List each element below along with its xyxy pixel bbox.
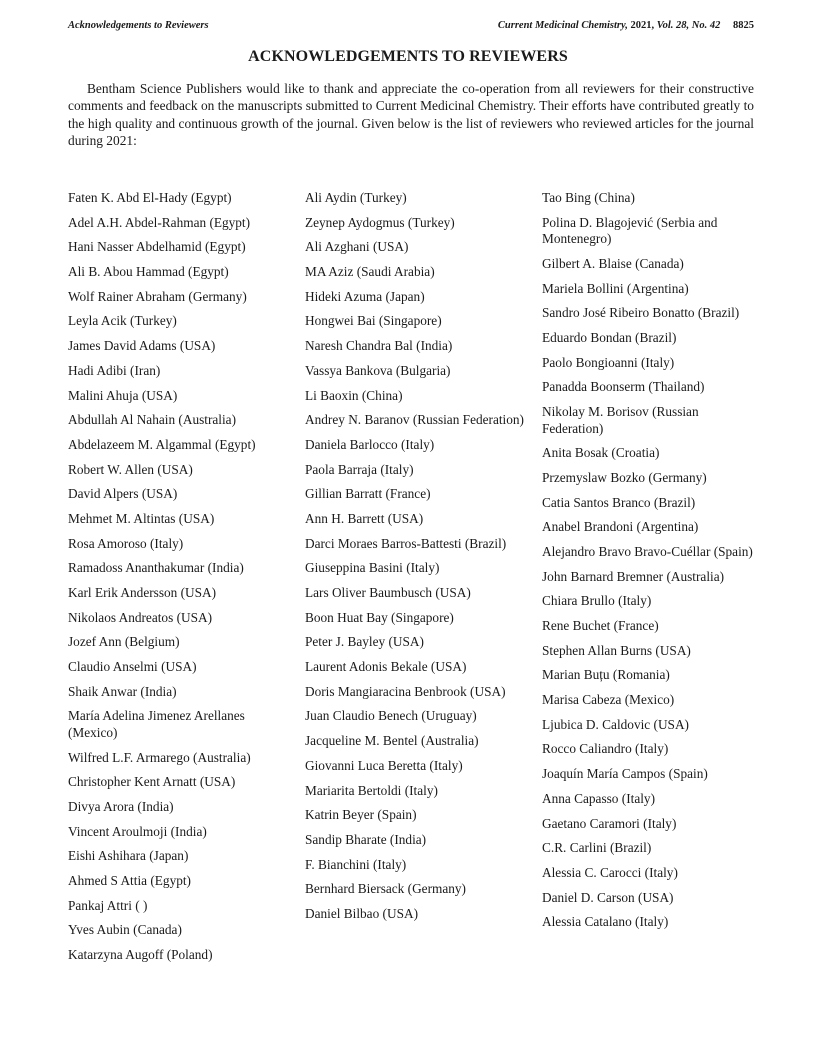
- journal-volume: Vol. 28, No. 42: [656, 20, 721, 31]
- reviewer-entry: María Adelina Jimenez Arellanes (Mexico): [68, 708, 245, 740]
- reviewer-entry: Hani Nasser Abdelhamid (Egypt): [68, 239, 246, 255]
- reviewer-entry: Rene Buchet (France): [542, 618, 659, 633]
- reviewer-entry: Jozef Ann (Belgium): [68, 634, 180, 650]
- reviewer-entry: Ali Azghani (USA): [305, 239, 409, 255]
- reviewer-entry: Divya Arora (India): [68, 799, 174, 814]
- reviewer-entry: David Alpers (USA): [68, 486, 178, 502]
- reviewer-entry: Gaetano Caramori (Italy): [542, 815, 677, 831]
- reviewer-entry: Katarzyna Augoff (Poland): [68, 947, 213, 963]
- reviewer-entry: Naresh Chandra Bal (India): [305, 338, 453, 354]
- reviewer-entry: Claudio Anselmi (USA): [68, 659, 197, 675]
- reviewer-column-1: [68, 190, 305, 972]
- reviewer-entry: Sandip Bharate (India): [305, 831, 427, 847]
- reviewer-entry: Vassya Bankova (Bulgaria): [305, 362, 451, 378]
- reviewer-column-2: [305, 190, 542, 972]
- reviewer-entry: Vincent Aroulmoji (India): [68, 823, 207, 839]
- reviewer-entry: Alessia C. Carocci (Italy): [542, 864, 678, 880]
- reviewer-entry: Polina D. Blagojević (Serbia and Montenegro): [542, 214, 718, 247]
- journal-citation: [498, 20, 754, 31]
- reviewer-entry: Mehmet M. Altintas (USA): [68, 510, 215, 526]
- reviewer-entry: Rosa Amoroso (Italy): [68, 535, 184, 551]
- reviewer-entry: Andrey N. Baranov (Russian Federation): [305, 412, 524, 428]
- reviewer-entry: Ali Aydin (Turkey): [305, 190, 407, 205]
- reviewer-entry: Rocco Caliandro (Italy): [542, 741, 669, 757]
- reviewer-entry: Nikolaos Andreatos (USA): [68, 609, 213, 625]
- reviewer-entry: Bernhard Biersack (Germany): [305, 881, 466, 897]
- reviewer-entry: Laurent Adonis Bekale (USA): [305, 659, 467, 675]
- reviewer-entry: Malini Ahuja (USA): [68, 387, 178, 403]
- journal-name: Current Medicinal Chemistry,: [497, 20, 628, 31]
- reviewer-entry: Ljubica D. Caldovic (USA): [542, 716, 689, 732]
- reviewer-entry: Ahmed S Attia (Egypt): [68, 873, 191, 889]
- reviewer-entry: Catia Santos Branco (Brazil): [542, 494, 696, 510]
- reviewer-entry: Daniela Barlocco (Italy): [305, 436, 435, 452]
- reviewer-entry: Mariarita Bertoldi (Italy): [305, 782, 438, 798]
- reviewer-entry: Adel A.H. Abdel-Rahman (Egypt): [68, 214, 251, 230]
- reviewer-entry: Juan Claudio Benech (Uruguay): [305, 708, 477, 724]
- reviewer-entry: Abdullah Al Nahain (Australia): [68, 412, 237, 428]
- reviewer-entry: Gilbert A. Blaise (Canada): [542, 255, 684, 271]
- reviewer-entry: Zeynep Aydogmus (Turkey): [305, 214, 455, 230]
- reviewer-entry: Karl Erik Andersson (USA): [68, 585, 217, 600]
- reviewer-entry: Ramadoss Ananthakumar (India): [68, 560, 244, 576]
- reviewer-entry: Daniel D. Carson (USA): [542, 889, 674, 905]
- reviewer-entry: Marisa Cabeza (Mexico): [542, 692, 675, 708]
- reviewer-entry: John Barnard Bremner (Australia): [542, 568, 725, 584]
- reviewer-entry: Alejandro Bravo Bravo-Cuéllar (Spain): [542, 543, 753, 559]
- reviewer-entry: Darci Moraes Barros-Battesti (Brazil): [305, 535, 507, 551]
- reviewer-entry: Katrin Beyer (Spain): [305, 807, 417, 823]
- reviewer-entry: Eduardo Bondan (Brazil): [542, 329, 677, 345]
- reviewer-entry: Paola Barraja (Italy): [305, 461, 414, 477]
- reviewer-entry: Chiara Brullo (Italy): [542, 593, 652, 609]
- reviewer-column-3: [542, 190, 768, 972]
- reviewer-entry: MA Aziz (Saudi Arabia): [305, 264, 435, 280]
- reviewer-entry: Wilfred L.F. Armarego (Australia): [68, 749, 251, 765]
- reviewer-entry: Robert W. Allen (USA): [68, 461, 193, 477]
- reviewer-entry: Doris Mangiaracina Benbrook (USA): [305, 683, 506, 699]
- intro-paragraph: Bentham Science Publishers would like to thank and appreciate the co-operation from all reviewers for their constructive comments and feedback on the manuscripts submitted to Current Medicinal Chemistry. Their efforts have contributed greatly to the high quality and continuous growth of the journal. Given below is the list of reviewers who reviewed articles for the journal during 2021:: [68, 81, 754, 148]
- section-running-title: Acknowledgements to Reviewers: [68, 20, 209, 31]
- reviewer-entry: Pankaj Attri ( ): [68, 897, 148, 913]
- reviewer-entry: Boon Huat Bay (Singapore): [305, 609, 454, 625]
- reviewer-entry: Li Baoxin (China): [305, 387, 403, 403]
- reviewer-entry: F. Bianchini (Italy): [305, 856, 407, 872]
- reviewer-entry: Stephen Allan Burns (USA): [542, 642, 691, 658]
- reviewer-entry: Gillian Barratt (France): [305, 486, 431, 502]
- reviewer-entry: Giovanni Luca Beretta (Italy): [305, 757, 463, 773]
- reviewer-entry: Joaquín María Campos (Spain): [542, 766, 708, 782]
- reviewer-entry: Hongwei Bai (Singapore): [305, 313, 442, 329]
- reviewer-entry: Paolo Bongioanni (Italy): [542, 354, 675, 370]
- reviewer-entry: James David Adams (USA): [68, 338, 216, 354]
- running-header: [68, 20, 754, 31]
- reviewer-entry: Sandro José Ribeiro Bonatto (Brazil): [542, 305, 740, 321]
- reviewer-entry: Wolf Rainer Abraham (Germany): [68, 288, 247, 304]
- reviewer-entry: Anna Capasso (Italy): [542, 790, 655, 806]
- reviewer-entry: Lars Oliver Baumbusch (USA): [305, 585, 471, 600]
- reviewer-entry: Eishi Ashihara (Japan): [68, 848, 189, 864]
- reviewer-entry: Ali B. Abou Hammad (Egypt): [68, 264, 229, 280]
- reviewer-entry: Hadi Adibi (Iran): [68, 362, 161, 378]
- reviewer-entry: Hideki Azuma (Japan): [305, 288, 425, 304]
- reviewer-entry: Nikolay M. Borisov (Russian Federation): [542, 404, 699, 436]
- reviewer-entry: Peter J. Bayley (USA): [305, 634, 424, 650]
- reviewer-entry: Ann H. Barrett (USA): [305, 510, 424, 526]
- reviewer-entry: Yves Aubin (Canada): [68, 922, 182, 938]
- reviewer-entry: Alessia Catalano (Italy): [542, 914, 669, 930]
- reviewer-entry: Panadda Boonserm (Thailand): [542, 379, 705, 395]
- reviewer-entry: Mariela Bollini (Argentina): [542, 280, 689, 296]
- reviewer-entry: Shaik Anwar (India): [68, 683, 177, 699]
- reviewer-entry: Jacqueline M. Bentel (Australia): [305, 733, 479, 749]
- journal-year: 2021,: [630, 20, 655, 31]
- reviewer-entry: Anabel Brandoni (Argentina): [542, 519, 699, 535]
- reviewer-entry: Anita Bosak (Croatia): [542, 445, 660, 461]
- reviewer-entry: Christopher Kent Arnatt (USA): [68, 774, 236, 790]
- reviewer-entry: Leyla Acik (Turkey): [68, 313, 177, 329]
- page-title: ACKNOWLEDGEMENTS TO REVIEWERS: [248, 48, 568, 65]
- reviewer-entry: Giuseppina Basini (Italy): [305, 560, 440, 576]
- page-number: 8825: [733, 20, 754, 31]
- reviewer-list: [68, 190, 768, 972]
- reviewer-entry: Daniel Bilbao (USA): [305, 905, 419, 921]
- reviewer-entry: Przemyslaw Bozko (Germany): [542, 469, 707, 485]
- reviewer-entry: Tao Bing (China): [542, 190, 635, 205]
- reviewer-entry: Faten K. Abd El-Hady (Egypt): [68, 190, 232, 205]
- reviewer-entry: C.R. Carlini (Brazil): [542, 840, 652, 856]
- reviewer-entry: Abdelazeem M. Algammal (Egypt): [68, 436, 256, 452]
- reviewer-entry: Marian Buțu (Romania): [542, 667, 670, 683]
